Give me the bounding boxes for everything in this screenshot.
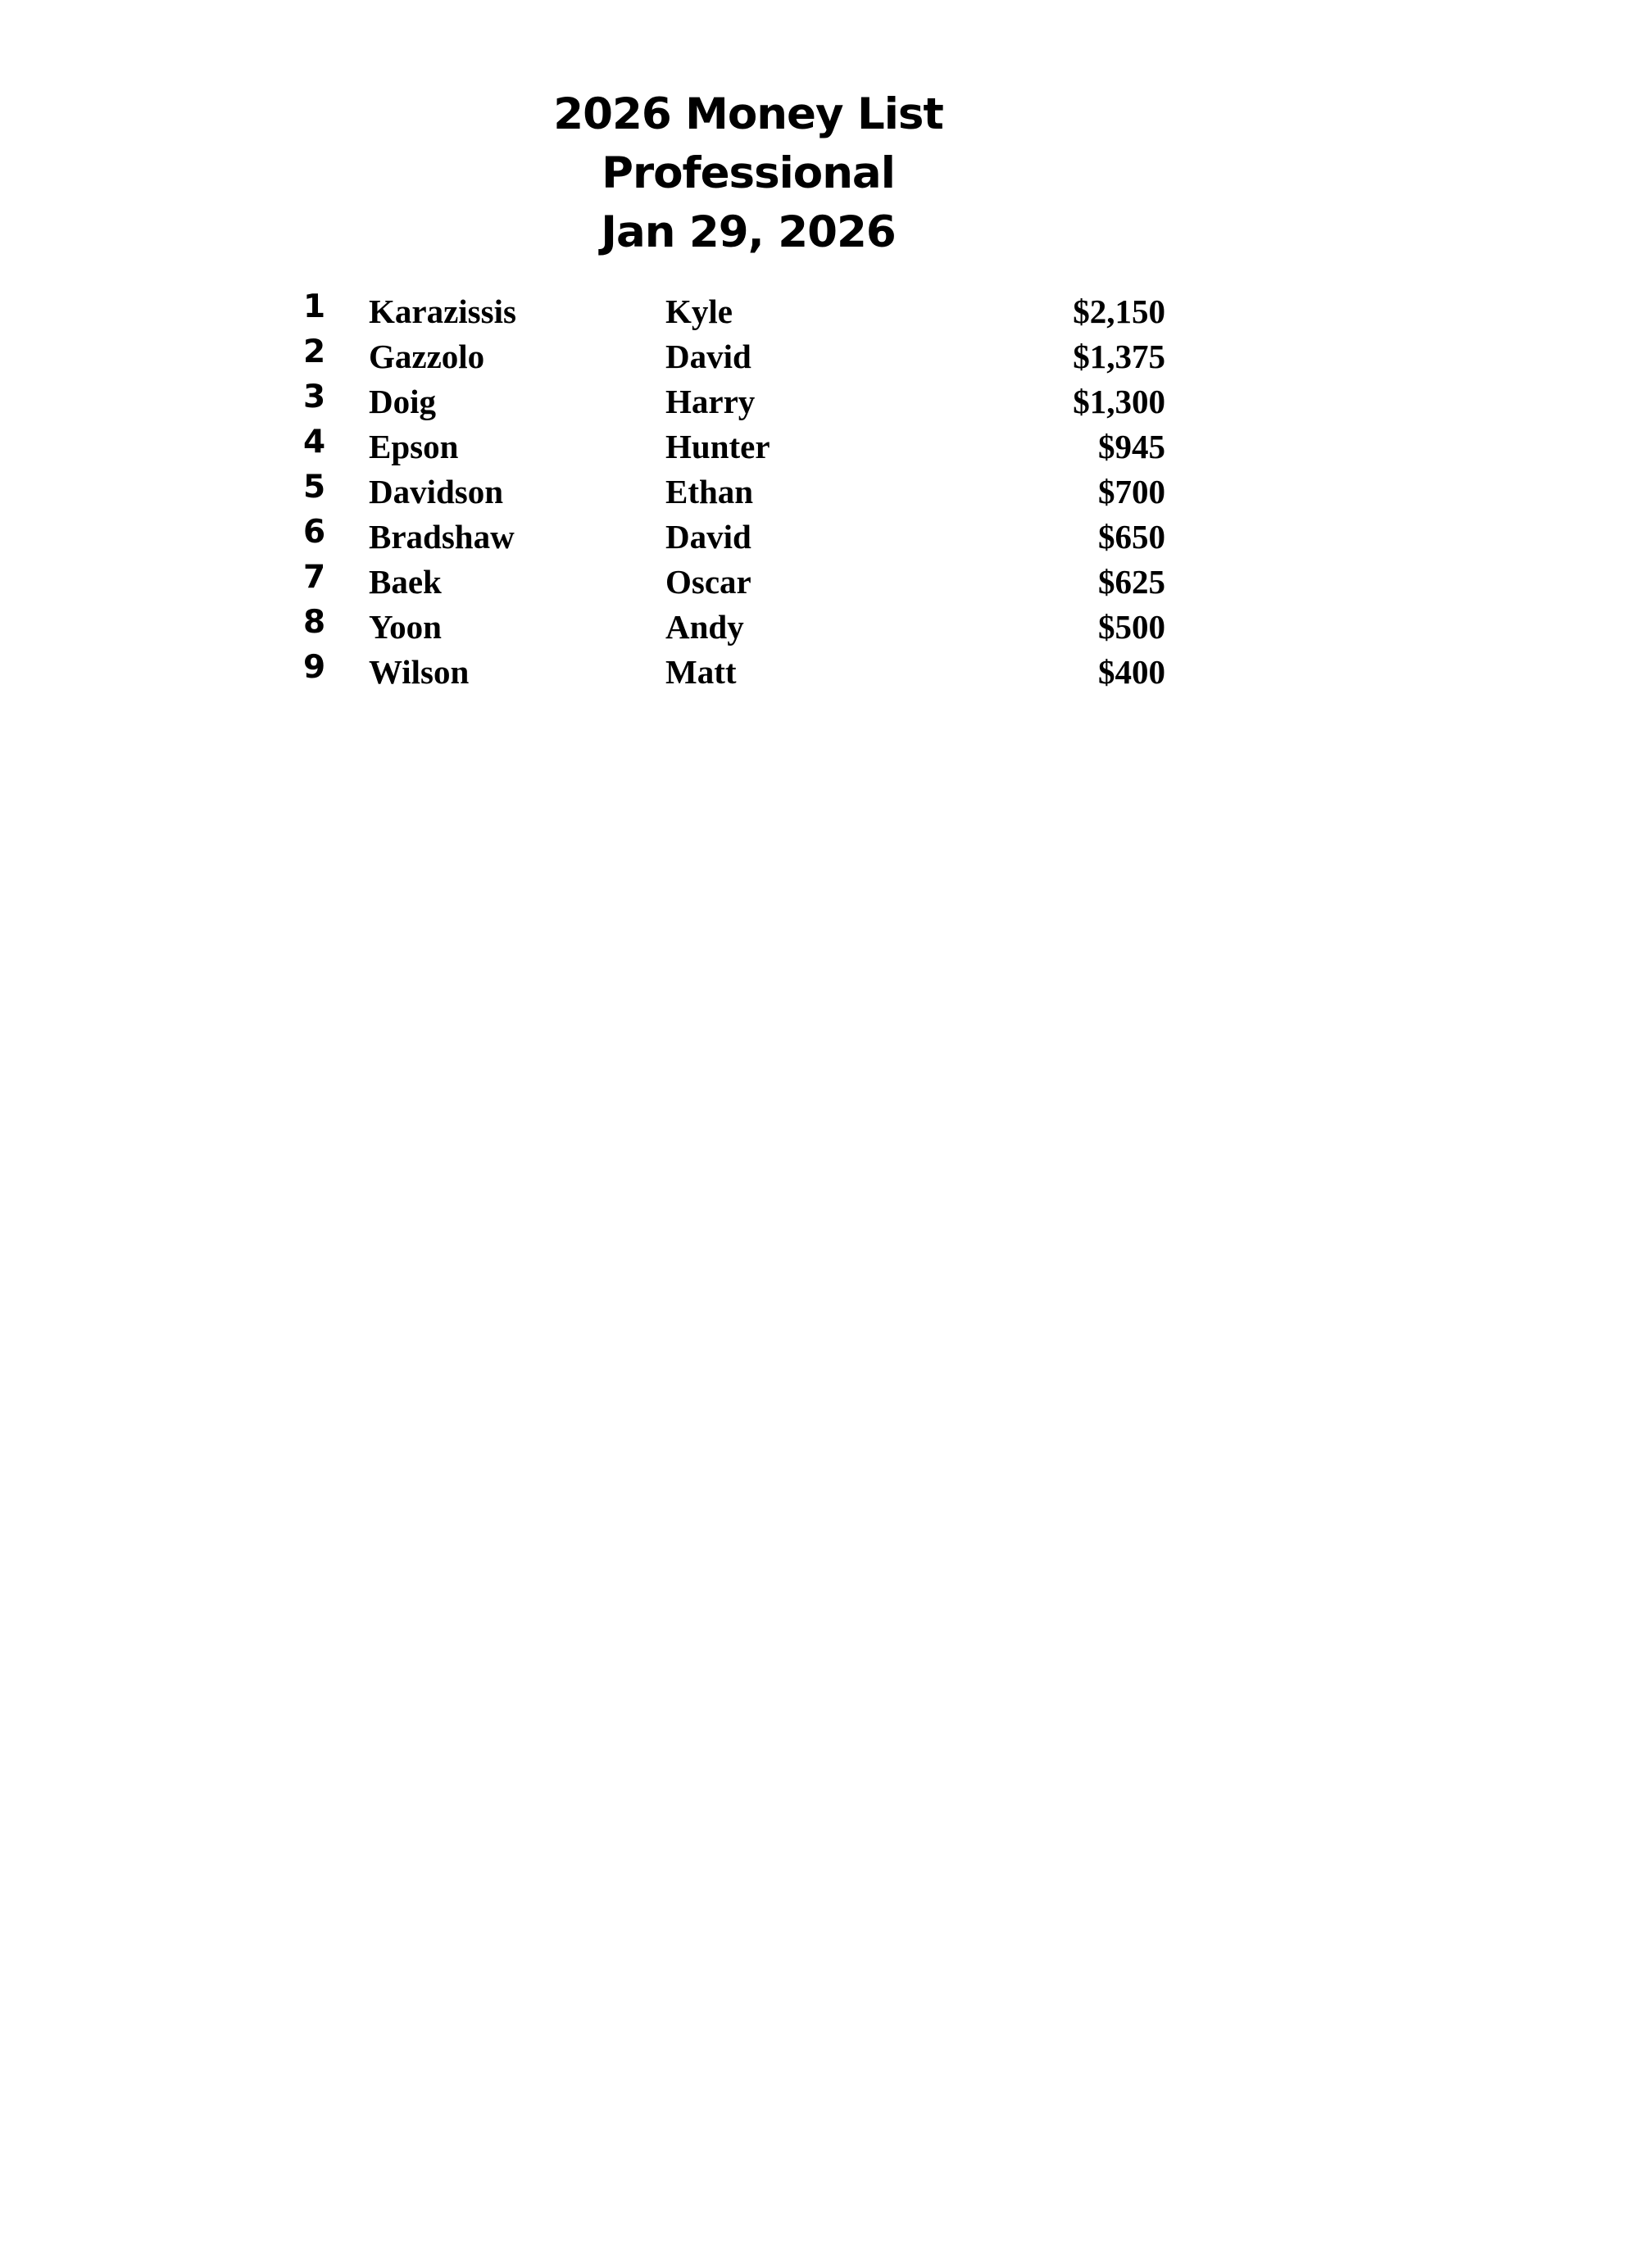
last-name-cell: Karazissis bbox=[369, 293, 516, 330]
last-name-cell: Davidson bbox=[369, 473, 504, 510]
money-list-table bbox=[0, 288, 1639, 696]
table-row bbox=[0, 381, 1639, 426]
rank-cell: 4 bbox=[303, 424, 326, 460]
date-heading: Jan 29, 2026 bbox=[601, 207, 896, 257]
rank-cell: 1 bbox=[303, 288, 326, 325]
rank-cell: 5 bbox=[303, 469, 326, 506]
rank-cell: 6 bbox=[303, 514, 326, 551]
first-name-cell: Oscar bbox=[665, 563, 751, 601]
table-row bbox=[0, 651, 1639, 696]
amount-cell: $2,150 bbox=[1073, 293, 1165, 330]
last-name-cell: Gazzolo bbox=[369, 338, 485, 375]
amount-cell: $625 bbox=[1098, 563, 1165, 601]
amount-cell: $945 bbox=[1098, 428, 1165, 465]
table-row bbox=[0, 333, 1639, 381]
first-name-cell: Hunter bbox=[665, 428, 770, 465]
first-name-cell: Kyle bbox=[665, 293, 733, 330]
table-row bbox=[0, 471, 1639, 516]
first-name-cell: Ethan bbox=[665, 473, 754, 510]
last-name-cell: Doig bbox=[369, 383, 436, 420]
last-name-cell: Epson bbox=[369, 428, 459, 465]
first-name-cell: Matt bbox=[665, 653, 737, 691]
division-title: Professional bbox=[602, 148, 895, 198]
table-row bbox=[0, 426, 1639, 471]
last-name-cell: Bradshaw bbox=[369, 518, 515, 556]
last-name-cell: Wilson bbox=[369, 653, 470, 691]
table-row bbox=[0, 606, 1639, 651]
table-row bbox=[0, 516, 1639, 561]
rank-cell: 3 bbox=[303, 379, 326, 415]
page-title: 2026 Money List bbox=[553, 89, 943, 139]
amount-cell: $1,375 bbox=[1073, 338, 1165, 375]
amount-cell: $400 bbox=[1098, 653, 1165, 691]
rank-cell: 9 bbox=[303, 649, 326, 686]
amount-cell: $1,300 bbox=[1073, 383, 1165, 420]
table-row bbox=[0, 561, 1639, 606]
rank-cell: 7 bbox=[303, 559, 326, 596]
first-name-cell: Harry bbox=[665, 383, 756, 420]
first-name-cell: Andy bbox=[665, 608, 744, 646]
amount-cell: $650 bbox=[1098, 518, 1165, 556]
last-name-cell: Yoon bbox=[369, 608, 442, 646]
first-name-cell: David bbox=[665, 518, 751, 556]
table-row bbox=[0, 288, 1639, 336]
rank-cell: 2 bbox=[303, 333, 326, 370]
amount-cell: $700 bbox=[1098, 473, 1165, 510]
first-name-cell: David bbox=[665, 338, 751, 375]
amount-cell: $500 bbox=[1098, 608, 1165, 646]
last-name-cell: Baek bbox=[369, 563, 442, 601]
rank-cell: 8 bbox=[303, 604, 326, 641]
